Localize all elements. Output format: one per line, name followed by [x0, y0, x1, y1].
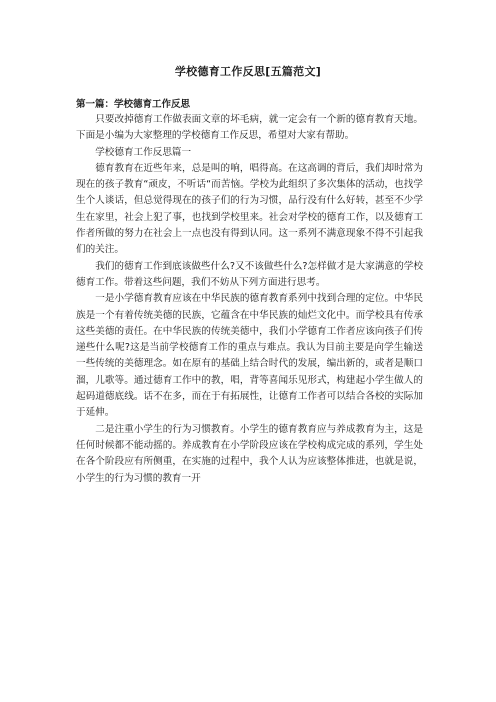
section-heading: 第一篇：学校德育工作反思: [76, 99, 191, 110]
paragraph: 我们的德育工作到底该做些什么?又不该做些什么?怎样做才是大家满意的学校德育工作。带着这些问题，我们不妨从下列方面进行思考。: [76, 260, 423, 288]
paragraph: 二是注重小学生的行为习惯教育。小学生的德育教育应与养成教育为主，这是任何时候都不能动摇的。养成教育在小学阶段应该在学校构成完成的系列，学生处在各个阶段应有所侧重，在实施的过程中，我个人认为应该整体推进，也就是说，小学生的行为习惯的教育一开: [76, 423, 423, 484]
paragraph: 一是小学德育教育应该在中华民族的德育教育系列中找到合理的定位。中华民族是一个有着传统美德的民族，它蕴含在中华民族的灿烂文化中。而学校具有传承这些美德的责任。在中华民族的传统美德中，我们小学德育工作者应该向孩子们传递些什么呢?这是当前学校德育工作的重点与难点。我认为目前主要是向学生输送一些传统的美德理念。如在原有的基础上结合时代的发展，编出新的，或者是顺口溜，儿歌等。通过德育工作中的教，唱，背等喜闻乐见形式，构建起小学生做人的起码道德底线。话不在多，而在于有拓展性，让德育工作者可以结合各校的实际加于延伸。: [76, 293, 423, 419]
document-title: 学校德育工作反思[五篇范文]: [174, 65, 322, 78]
paragraph-subheading: 学校德育工作反思篇一: [95, 146, 192, 158]
paragraph: 德育教育在近些年来，总是叫的响，唱得高。在这高调的背后，我们却时常为现在的孩子教育“顽皮，不听话“而苦恼。学校为此组织了多次集体的活动，也找学生个人谈话，但总觉得现在的孩子们的行为习惯，品行没有什么好转，甚至不少学生在家里，社会上犯了事，也找到学校里来。社会对学校的德育工作，以及德育工作者所做的努力在社会上一点也没有得到认同。这一系列不满意现象不得不引起我们的关注。: [76, 162, 423, 256]
document-body: [76, 112, 423, 487]
paragraph-intro: 只要改掉德育工作做表面文章的坏毛病，就一定会有一个新的德育教育天地。下面是小编为大家整理的学校德育工作反思，希望对大家有帮助。: [76, 114, 423, 142]
